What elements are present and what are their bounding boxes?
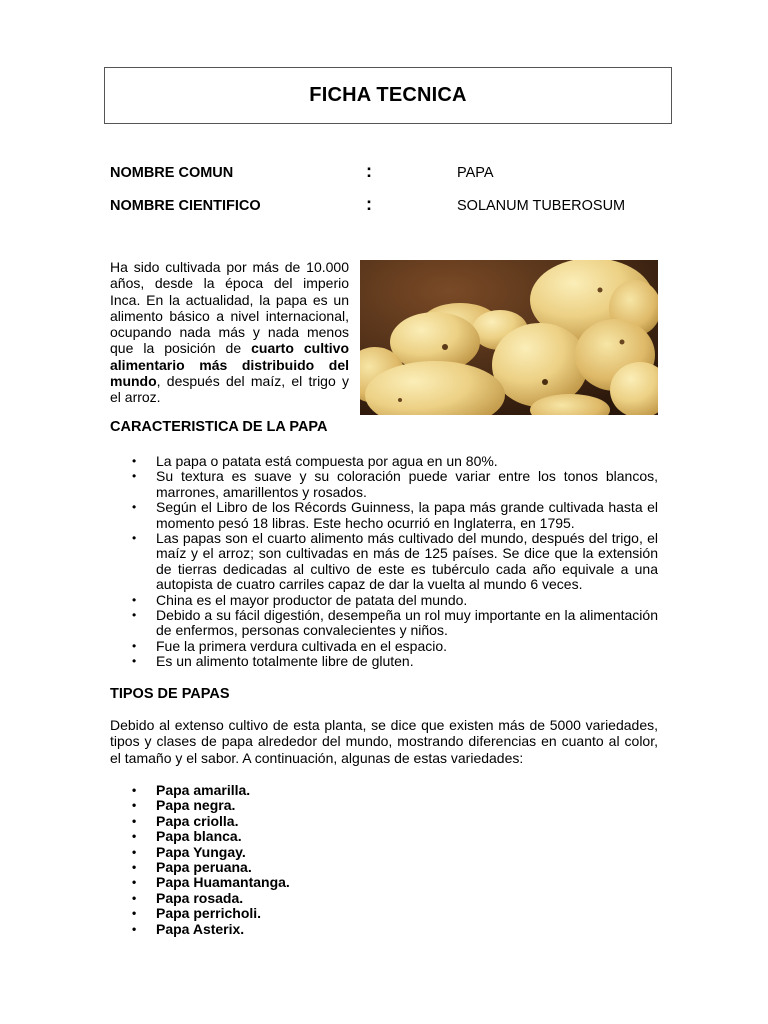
bullet-icon: • bbox=[132, 860, 137, 875]
list-item bbox=[110, 906, 658, 921]
intro-bold: cuarto cultivo alimentario más distribuido del mundo bbox=[110, 340, 349, 390]
bullet-icon: • bbox=[132, 844, 137, 859]
list-item bbox=[110, 654, 658, 669]
list-item-text: Papa Yungay. bbox=[156, 843, 246, 860]
bullet-icon: • bbox=[132, 890, 137, 905]
list-item-text: Papa negra. bbox=[156, 797, 236, 814]
field-label: NOMBRE COMUN bbox=[110, 165, 234, 181]
bullet-icon: • bbox=[132, 638, 137, 653]
types-paragraph: Debido al extenso cultivo de esta planta, se dice que existen más de 5000 variedades, tipos y clases de papa alrededor del mundo, mostrando diferencias en cuanto al color, el tamaño y el sabor. A continuación, algunas de estas variedades: bbox=[110, 717, 658, 766]
list-item bbox=[110, 454, 658, 469]
list-item bbox=[110, 891, 658, 906]
list-item-text: China es el mayor productor de patata del mundo. bbox=[156, 591, 468, 608]
list-item-text: Papa criolla. bbox=[156, 812, 239, 829]
title-box bbox=[104, 67, 672, 124]
bullet-icon: • bbox=[132, 783, 137, 797]
bullet-icon: • bbox=[132, 921, 137, 936]
intro-text-before: Ha sido cultivada por más de 10.000 años, desde la época del imperio Inca. En la actualidad, la papa es un alimento básico a nivel internacional, ocupando nada más y nada menos que la posición de bbox=[110, 259, 349, 357]
list-item-text: La papa o patata está compuesta por agua en un 80%. bbox=[156, 453, 498, 469]
intro-paragraph bbox=[110, 259, 349, 406]
list-item bbox=[110, 814, 658, 829]
list-item-text: Papa blanca. bbox=[156, 828, 242, 845]
list-item-text: Papa Asterix. bbox=[156, 920, 245, 937]
list-item bbox=[110, 639, 658, 654]
types-heading: TIPOS DE PAPAS bbox=[110, 686, 230, 702]
intro-text-after: , después del maíz, el trigo y el arroz. bbox=[110, 373, 349, 406]
list-item bbox=[110, 500, 658, 531]
field-scientific-name bbox=[110, 194, 670, 218]
list-item-text: Debido a su fácil digestión, desempeña un rol muy importante en la alimentación de enfermos, personas convalecientes y niños. bbox=[156, 607, 658, 639]
field-colon: : bbox=[366, 194, 372, 214]
field-colon: : bbox=[366, 161, 372, 181]
list-item-text: Su textura es suave y su coloración puede variar entre los tonos blancos, marrones, amarillentos y rosados. bbox=[156, 468, 658, 500]
bullet-icon: • bbox=[132, 454, 137, 468]
bullet-icon: • bbox=[132, 608, 137, 623]
field-label: NOMBRE CIENTIFICO bbox=[110, 198, 261, 214]
bullet-icon: • bbox=[132, 906, 137, 921]
field-common-name bbox=[110, 161, 670, 185]
bullet-icon: • bbox=[132, 531, 137, 546]
list-item-text: Papa amarilla. bbox=[156, 782, 251, 798]
list-item bbox=[110, 860, 658, 875]
list-item bbox=[110, 531, 658, 593]
field-value: SOLANUM TUBEROSUM bbox=[457, 198, 626, 214]
list-item bbox=[110, 469, 658, 500]
list-item bbox=[110, 845, 658, 860]
bullet-icon: • bbox=[132, 500, 137, 515]
list-item bbox=[110, 593, 658, 608]
potatoes-icon bbox=[360, 260, 658, 415]
list-item bbox=[110, 922, 658, 937]
list-item-text: Fue la primera verdura cultivada en el espacio. bbox=[156, 637, 448, 654]
list-item bbox=[110, 798, 658, 813]
list-item-text: Papa peruana. bbox=[156, 859, 252, 876]
potatoes-photo bbox=[360, 260, 658, 415]
characteristics-heading: CARACTERISTICA DE LA PAPA bbox=[110, 419, 328, 435]
list-item-text: Es un alimento totalmente libre de gluten. bbox=[156, 653, 414, 670]
bullet-icon: • bbox=[132, 469, 137, 484]
characteristics-list bbox=[110, 454, 658, 670]
list-item-text: Papa perricholi. bbox=[156, 905, 262, 922]
list-item bbox=[110, 829, 658, 844]
list-item-text: Papa rosada. bbox=[156, 889, 244, 906]
bullet-icon: • bbox=[132, 813, 137, 828]
bullet-icon: • bbox=[132, 654, 137, 669]
list-item bbox=[110, 783, 658, 798]
list-item bbox=[110, 608, 658, 639]
bullet-icon: • bbox=[132, 875, 137, 890]
list-item-text: Papa Huamantanga. bbox=[156, 874, 290, 891]
list-item bbox=[110, 875, 658, 890]
field-value: PAPA bbox=[457, 165, 494, 181]
bullet-icon: • bbox=[132, 829, 137, 844]
bullet-icon: • bbox=[132, 592, 137, 607]
list-item-text: Según el Libro de los Récords Guinness, la papa más grande cultivada hasta el momento pesó 18 libras. Este hecho ocurrió en Inglaterra, en 1795. bbox=[156, 499, 658, 531]
bullet-icon: • bbox=[132, 798, 137, 813]
list-item-text: Las papas son el cuarto alimento más cultivado del mundo, después del trigo, el maíz y el arroz; son cultivadas en más de 125 países. Se dice que la extensión de tierras dedicadas al cultivo de este es tubérculo cada año equivale a una autopista de cuatro carriles capaz de dar la vuelta al mundo 6 veces. bbox=[156, 530, 658, 593]
page-title: FICHA TECNICA bbox=[309, 84, 467, 106]
varieties-list bbox=[110, 783, 658, 937]
